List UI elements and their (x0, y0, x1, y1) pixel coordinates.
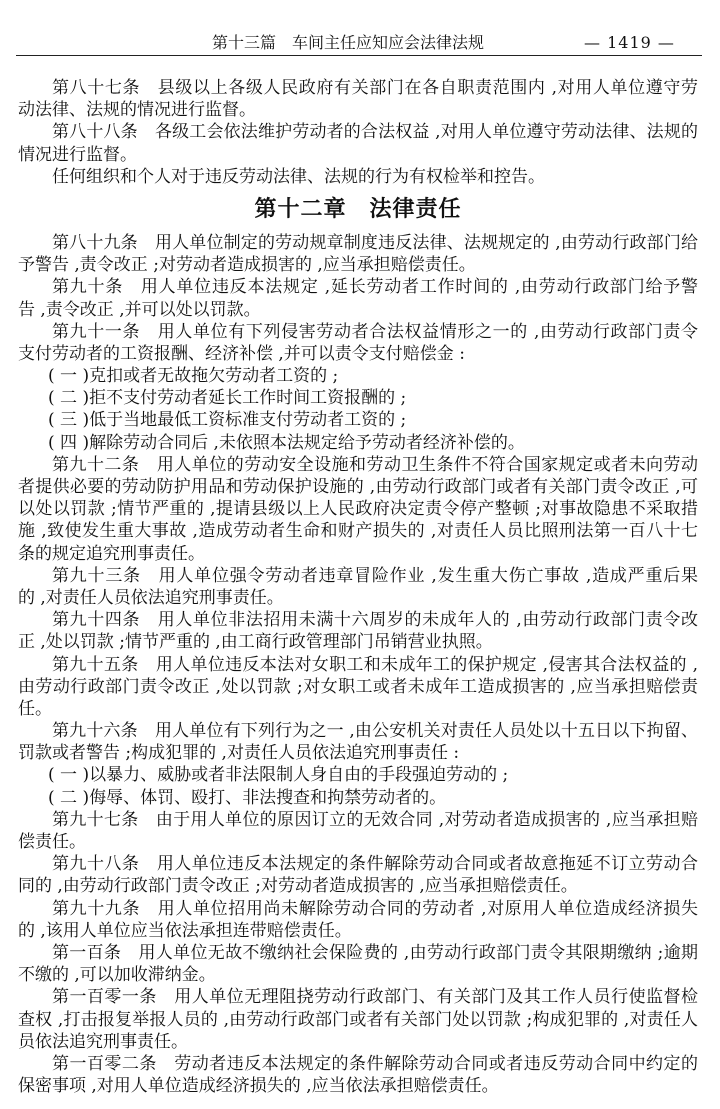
text-line: 任。 (18, 698, 52, 719)
article-90 (18, 276, 698, 320)
chapter-title: 第十二章 法律责任 (254, 196, 462, 222)
text-line: 动法律、法规的情况进行监督。 (18, 100, 256, 121)
text-line: 情况进行监督。 (18, 144, 137, 165)
text-line: ( 二 )拒不支付劳动者延长工作时间工资报酬的 ; (48, 388, 407, 409)
article-87 (18, 77, 698, 121)
text-line: 第一百零二条 劳动者违反本法规定的条件解除劳动合同或者违反劳动合同中约定的 (52, 1053, 698, 1074)
article-91 (18, 321, 698, 365)
article-94 (18, 609, 698, 653)
text-line: ( 一 )克扣或者无故拖欠劳动者工资的 ; (48, 366, 339, 387)
text-line: 不缴的 ,可以加收滞纳金。 (18, 965, 216, 986)
article-95 (18, 654, 698, 721)
text-line: 第九十八条 用人单位违反本法规定的条件解除劳动合同或者故意拖延不订立劳动合 (52, 854, 698, 875)
text-line: 第九十五条 用人单位违反本法对女职工和未成年工的保护规定 ,侵害其合法权益的 , (52, 654, 698, 675)
list-item (18, 365, 698, 387)
article-89 (18, 232, 698, 276)
list-item (18, 409, 698, 431)
text-line: 者提供必要的劳动防护用品和劳动保护设施的 ,由劳动行政部门或者有关部门责令改正 ,可 (18, 477, 698, 497)
text-line: 第九十四条 用人单位非法招用未满十六周岁的未成年人的 ,由劳动行政部门责令改 (52, 610, 698, 631)
part-title: 第十三篇 车间主任应知应会法律法规 (212, 33, 485, 52)
text-line: 施 ,致使发生重大事故 ,造成劳动者生命和财产损失的 ,对责任人员比照刑法第一百八十七 (18, 521, 698, 542)
article-101 (18, 986, 698, 1053)
text-line: 第八十七条 县级以上各级人民政府有关部门在各自职责范围内 ,对用人单位遵守劳 (52, 78, 698, 98)
article-88-paragraph-2 (18, 166, 698, 188)
text-line: 第一百条 用人单位无故不缴纳社会保险费的 ,由劳动行政部门责令其限期缴纳 ;逾期 (52, 942, 698, 963)
text-line: 告 ,责令改正 ,并可以处以罚款。 (18, 299, 261, 320)
text-line: 员依法追究刑事责任。 (18, 1031, 188, 1052)
article-93 (18, 565, 698, 609)
text-line: ( 四 )解除劳动合同后 ,未依照本法规定给予劳动者经济补偿的。 (48, 432, 525, 453)
list-item (18, 387, 698, 409)
text-line: 第九十三条 用人单位强令劳动者违章冒险作业 ,发生重大伤亡事故 ,造成严重后果 (52, 565, 698, 586)
text-line: 正 ,处以罚款 ;情节严重的 ,由工商行政管理部门吊销营业执照。 (18, 632, 493, 653)
page-body (18, 77, 698, 1097)
text-line: 第九十二条 用人单位的劳动安全设施和劳动卫生条件不符合国家规定或者未向劳动 (52, 454, 698, 475)
article-96 (18, 720, 698, 764)
text-line: 第八十八条 各级工会依法维护劳动者的合法权益 ,对用人单位遵守劳动法律、法规的 (52, 122, 698, 143)
article-100 (18, 942, 698, 986)
article-99 (18, 898, 698, 942)
text-line: 的 ,该用人单位应当依法承担连带赔偿责任。 (18, 920, 352, 941)
running-header (0, 31, 720, 55)
text-line: ( 一 )以暴力、威胁或者非法限制人身自由的手段强迫劳动的 ; (48, 765, 509, 786)
list-item (18, 764, 698, 786)
text-line: 以处以罚款 ;情节严重的 ,提请县级以上人民政府决定责令停产整顿 ;对事故隐患不采取措 (18, 499, 698, 520)
header-rule (16, 55, 702, 56)
article-92 (18, 454, 698, 565)
text-line: 第九十九条 用人单位招用尚未解除劳动合同的劳动者 ,对原用人单位造成经济损失 (52, 898, 698, 919)
text-line: 予警告 ,责令改正 ;对劳动者造成损害的 ,应当承担赔偿责任。 (18, 255, 476, 276)
text-line: 第九十六条 用人单位有下列行为之一 ,由公安机关对责任人员处以十五日以下拘留、 (52, 721, 698, 742)
text-line: ( 三 )低于当地最低工资标准支付劳动者工资的 ; (48, 410, 407, 431)
text-line: 罚款或者警告 ;构成犯罪的 ,对责任人员依法追究刑事责任 : (18, 743, 460, 764)
text-line: 偿责任。 (18, 832, 86, 852)
article-102 (18, 1053, 698, 1097)
text-line: 支付劳动者的工资报酬、经济补偿 ,并可以责令支付赔偿金 : (18, 343, 465, 364)
text-line: 的 ,对责任人员依法追究刑事责任。 (18, 587, 284, 608)
text-line: 条的规定追究刑事责任。 (18, 543, 205, 564)
page-number: — 1419 — (584, 33, 675, 52)
article-97 (18, 809, 698, 853)
text-line: 第八十九条 用人单位制定的劳动规章制度违反法律、法规规定的 ,由劳动行政部门给 (52, 232, 698, 253)
text-line: 第九十条 用人单位违反本法规定 ,延长劳动者工作时间的 ,由劳动行政部门给予警 (52, 277, 698, 298)
text-line: 第九十七条 由于用人单位的原因订立的无效合同 ,对劳动者造成损害的 ,应当承担赔 (52, 809, 698, 830)
article-88 (18, 121, 698, 165)
list-item (18, 432, 698, 454)
list-item (18, 787, 698, 809)
text-line: 第九十一条 用人单位有下列侵害劳动者合法权益情形之一的 ,由劳动行政部门责令 (52, 321, 698, 342)
text-line: 查权 ,打击报复举报人员的 ,由劳动行政部门或者有关部门处以罚款 ;构成犯罪的 ,对责任人 (18, 1009, 698, 1030)
text-line: 第一百零一条 用人单位无理阻挠劳动行政部门、有关部门及其工作人员行使监督检 (52, 987, 698, 1008)
text-line: 同的 ,由劳动行政部门责令改正 ;对劳动者造成损害的 ,应当承担赔偿责任。 (18, 876, 578, 897)
text-line: 保密事项 ,对用人单位造成经济损失的 ,应当依法承担赔偿责任。 (18, 1076, 499, 1097)
text-line: 由劳动行政部门责令改正 ,处以罚款 ;对女职工或者未成年工造成损害的 ,应当承担赔偿责 (18, 676, 698, 697)
article-98 (18, 853, 698, 897)
text-line: ( 二 )侮辱、体罚、殴打、非法搜查和拘禁劳动者的。 (48, 787, 447, 808)
text-line: 任何组织和个人对于违反劳动法律、法规的行为有权检举和控告。 (52, 166, 545, 187)
